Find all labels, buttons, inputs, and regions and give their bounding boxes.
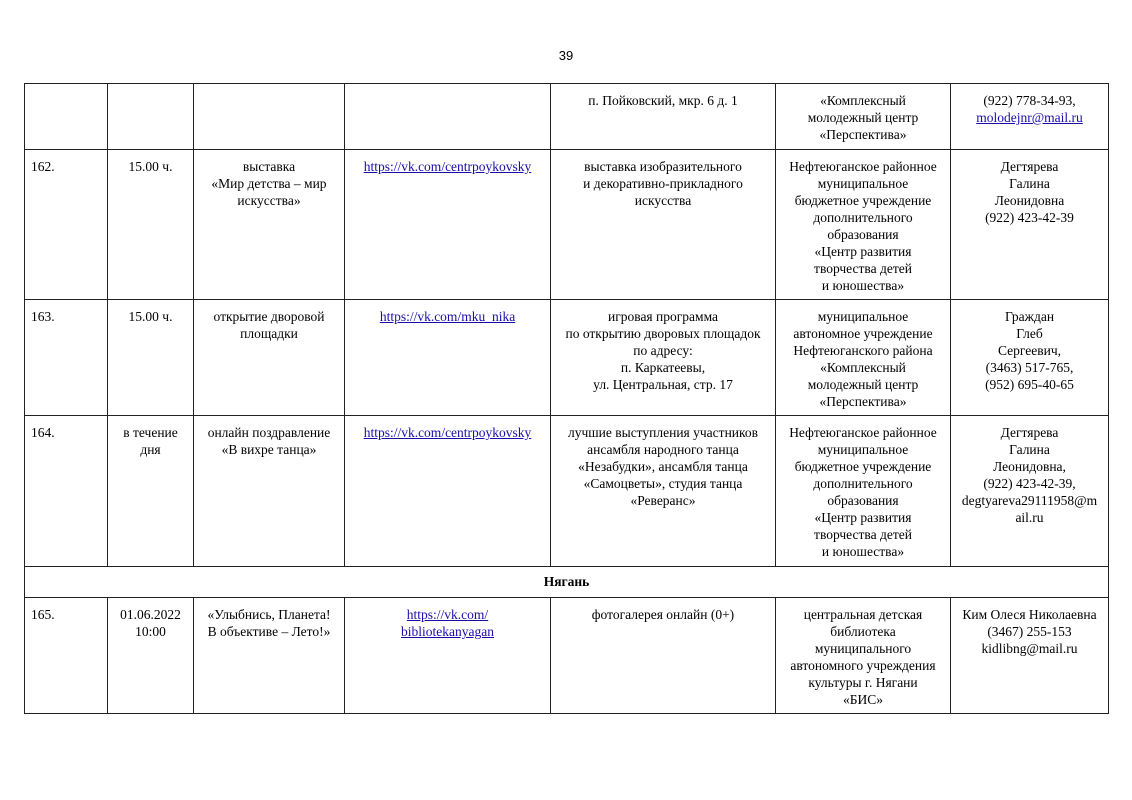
event-link-cell <box>345 84 551 150</box>
contact: Дегтярева Галина Леонидовна (922) 423-42-39 <box>951 150 1109 300</box>
row-number: 165. <box>25 598 108 714</box>
organizer: Нефтеюганское районное муниципальное бюджетное учреждение дополнительного образования «Центр развития творчества детей и юношества» <box>776 150 951 300</box>
event-time: 15.00 ч. <box>108 300 194 416</box>
table-row <box>25 598 1109 714</box>
events-table <box>24 83 1109 714</box>
organizer: муниципальное автономное учреждение Нефтеюганского района «Комплексный молодежный центр «Перспектива» <box>776 300 951 416</box>
page-number: 39 <box>558 48 574 63</box>
table-row <box>25 416 1109 567</box>
organizer: Нефтеюганское районное муниципальное бюджетное учреждение дополнительного образования «Центр развития творчества детей и юношества» <box>776 416 951 567</box>
table-row <box>25 300 1109 416</box>
table-row <box>25 150 1109 300</box>
contact-email-link[interactable]: molodejnr@mail.ru <box>976 110 1083 125</box>
event-title <box>194 84 345 150</box>
section-title: Нягань <box>25 567 1109 598</box>
event-description: выставка изобразительного и декоративно-прикладного искусства <box>551 150 776 300</box>
event-link-cell <box>345 300 551 416</box>
event-time: 15.00 ч. <box>108 150 194 300</box>
contact-phone: (922) 778-34-93, <box>983 93 1076 108</box>
organizer: «Комплексный молодежный центр «Перспектива» <box>776 84 951 150</box>
event-title: «Улыбнись, Планета! В объективе – Лето!» <box>194 598 345 714</box>
event-link[interactable]: https://vk.com/centrpoykovsky <box>363 159 532 174</box>
event-title: онлайн поздравление «В вихре танца» <box>194 416 345 567</box>
event-link[interactable]: https://vk.com/ bibliotekanyagan <box>401 607 494 639</box>
event-link[interactable]: https://vk.com/centrpoykovsky <box>363 425 532 440</box>
contact: Граждан Глеб Сергеевич, (3463) 517-765, (952) 695-40-65 <box>951 300 1109 416</box>
event-time: в течение дня <box>108 416 194 567</box>
event-time <box>108 84 194 150</box>
contact: Ким Олеся Николаевна (3467) 255-153 kidlibng@mail.ru <box>951 598 1109 714</box>
row-number <box>25 84 108 150</box>
contact-cell <box>951 84 1109 150</box>
event-link-cell <box>345 416 551 567</box>
event-description: игровая программа по открытию дворовых площадок по адресу: п. Каркатеевы, ул. Центральная, стр. 17 <box>551 300 776 416</box>
event-description: лучшие выступления участников ансамбля народного танца «Незабудки», ансамбля танца «Самоцветы», студия танца «Реверанс» <box>551 416 776 567</box>
contact: Дегтярева Галина Леонидовна, (922) 423-42-39, degtyareva29111958@m ail.ru <box>951 416 1109 567</box>
event-link-cell <box>345 150 551 300</box>
event-description: п. Пойковский, мкр. 6 д. 1 <box>551 84 776 150</box>
row-number: 164. <box>25 416 108 567</box>
row-number: 162. <box>25 150 108 300</box>
row-number: 163. <box>25 300 108 416</box>
event-title: открытие дворовой площадки <box>194 300 345 416</box>
table-row <box>25 84 1109 150</box>
event-time: 01.06.2022 10:00 <box>108 598 194 714</box>
event-title: выставка «Мир детства – мир искусства» <box>194 150 345 300</box>
event-description: фотогалерея онлайн (0+) <box>551 598 776 714</box>
event-link[interactable]: https://vk.com/mku_nika <box>379 309 516 324</box>
section-header-row <box>25 567 1109 598</box>
event-link-cell <box>345 598 551 714</box>
organizer: центральная детская библиотека муниципального автономного учреждения культуры г. Нягани «БИС» <box>776 598 951 714</box>
